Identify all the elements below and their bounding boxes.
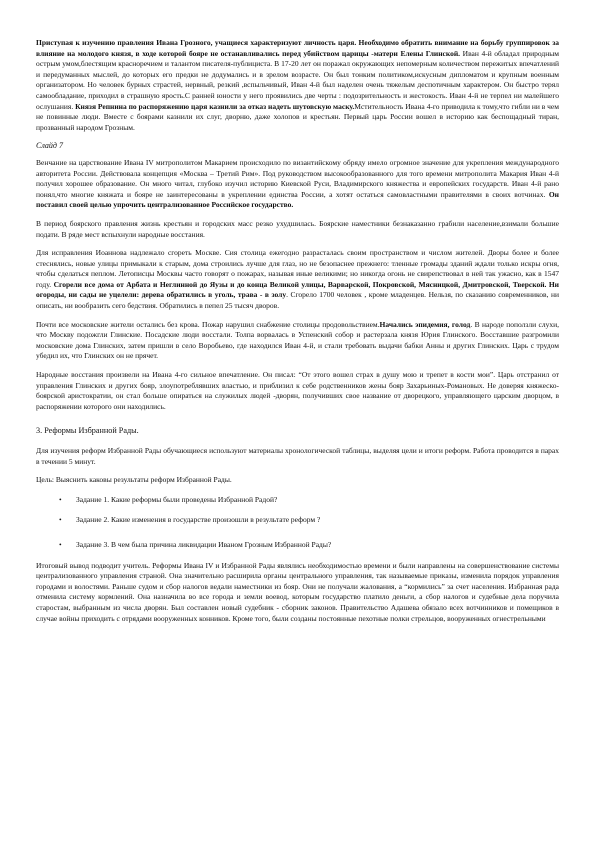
bold-text: Приступая к изучению правления Ивана Грозного, учащиеся характеризуют личность царя. Необходимо обратить внимание на борьбу группировок за влияние на молодого князя, в ходе которой бояре не останавливались перед убийством царицы -матери Елены Глинской. xyxy=(36,38,559,58)
text: . Сгорело 1700 человек , кроме младенцев. Нельзя, по сказанию современников, ни описать, ни вообразить сего бедствия. Обратились в пепел 25 тысяч дворов. xyxy=(36,290,559,311)
paragraph-task-intro: Для изучения реформ Избранной Рады обучающиеся используют материалы хронологической таблицы, выделяя цели и итоги реформ. Работа проводится в парах в течении 5 минут. xyxy=(36,446,559,466)
paragraph-ivan-personality xyxy=(36,38,559,133)
bold-text: Он поставил своей целью упрочить централизованное Российское государство. xyxy=(36,189,559,210)
paragraph-aftermath: Народные восстания произвели на Ивана 4-го сильное впечатление. Он писал: “От этого вошел страх в душу мою и трепет в кости мои”. Царь отстранил от управления Глинских и других бояр, злоупотреблявших властью, и приблизил к себе родственников жены бояр Захарьиных-Романовых. Не доверяя княжеско-боярской аристократии, он стал больше опираться на служилых людей -дворян, получивших свое название от дворецкого, управляющего царским дворцом, в распоряжении которого они находились. xyxy=(36,370,559,411)
paragraph-boyar-rule: В период боярского правления жизнь крестьян и городских масс резко ухудшилась. Боярские наместники безнаказанно грабили население,взимали большие подати. В ряде мест вспыхнули народные восстания. xyxy=(36,218,559,239)
text: Мстительность Ивана 4-го приводила к тому,что гибли ни в чем не повинные люди. Вместе с боярами казнили их слуг, дворню, даже холопов и крестьян. Первый царь России вошел в историю как беспощадный тиран, прозванный народом Грозным. xyxy=(36,101,560,132)
list-item: • Задание 3. В чем была причина ликвидации Иваном Грозным Избранной Рады? xyxy=(76,540,559,551)
list-item: • Задание 2. Какие изменения в государстве произошли в результате реформ ? xyxy=(76,515,559,526)
paragraph-conclusion: Итоговый вывод подводит учитель. Реформы Ивана IV и Избранной Рады являлись необходимостью времени и были направлены на совершенствование системы централизованного управления страной. Она значительно расширила органы центрального управления, так называемые приказы, изменила порядок управления городами и волостями. Раньше судом и сбор налогов ведали наместники из бояр. Они не получали жалования, а “кормились” за счет населения. Избранная рада отменила систему кормлений. Она назначила во все города и земли воевод, которым государство платило деньги, а сбор налогов и судебные дела поручила старостам, выбранным из числа дворян. Был составлен новый судебник - сборник законов. Правительство Адашева обязало всех вотчинников и помещиков в случае войны приходить с отрядами вооруженных конников. Кроме того, были созданы постоянные пехотные полки стрельцов, вооруженных огнестрельными xyxy=(36,560,559,623)
list-item: • Задание 1. Какие реформы были проведены Избранной Радой? xyxy=(76,495,559,506)
section-heading: 3. Реформы Избранной Рады. xyxy=(36,426,139,436)
text: Почти все московские жители остались без крова. Пожар нарушил снабжение столицы продовольствием. xyxy=(36,319,380,329)
bold-text: Князя Репнина по распоряжению царя казнили за отказ надеть шутовскую маску. xyxy=(75,101,355,111)
paragraph-uprising xyxy=(36,320,559,362)
text: Для исправления Иоаннова надлежало сгореть Москве. Сия столица ежегодно разрасталась своим пространством и числом жителей. Дворы более и более стеснялись, новые улицы примыкали к старым, дома строились лучше для глаз, но не безопаснее прежнего: тленные громады зданий ждали только искры огня, чтобы сделаться пеплом. Летописцы Москвы часто говорят о пожарах, называя иные великими; но никогда огонь не свирепствовал в ней так ужасно, как в 1547 году. xyxy=(36,248,559,289)
paragraph-moscow-fire xyxy=(36,248,559,312)
goal-line: Цель: Выяснить каковы результаты реформ Избранной Рады. xyxy=(36,475,232,485)
task-list xyxy=(36,495,559,551)
text: Венчание на царствование Ивана IV митрополитом Макарием происходило по византийскому обряду имело огромное значение для укрепления международного авторитета России. Действовала концепция «Москва – Третий Рим». Под руководством высокообразованного для того времени митрополита Макария Иван 4-й получил хорошее образование. Он много читал, глубоко изучил историю Киевской Руси, Владимирского княжества и европейских государств. Иван 4-й рано понял,что многие княжата и бояре не заинтересованы в укреплении единства России, а хотят остаться самовластными правителями в своих вотчинах. xyxy=(36,157,559,199)
document-page xyxy=(36,38,559,632)
bold-text: Начались эпидемия, голод xyxy=(379,319,471,329)
slide-label: Слайд 7 xyxy=(36,141,63,151)
text: . В народе поползли слухи, что Москву подожгли Глинские. Посадские люди восстали. Толпа ворвалась в Успенский собор и растерзала князя Юрия Глинского. Восставшие разгромили московские дома Глинских, затем пришли в село Воробьево, где находился Иван 4-й, и стали требовать выдачи бабки Анны и других Глинских. Царь с трудом убедил их, что Глинских он не прячет. xyxy=(36,319,560,361)
bold-text: Сгорели все дома от Арбата и Неглинной до Яузы и до конца Великой улицы, Варварской, Покровской, Мясницкой, Дмитровской, Тверской. Ни огороды, ни сады не уцелели: дерева обратились в уголь, трава - в золу xyxy=(36,279,559,300)
paragraph-coronation xyxy=(36,158,559,211)
text: Иван 4-й обладал природным острым умом,блестящим красноречием и талантом писателя-публициста. В 17-20 лет он поражал окружающих непомерным количеством пережитых впечатлений и передуманных мыслей, до которых его предки не додумались и в зрелом возрасте. Он был тонким политиком,искусным дипломатом и крупным военным организатором. Но человек бурных страстей, нервный, резкий ,вспыльчивый, Иван 4-й был наделен очень тяжелым деспотичным характером. Он быстро терял самообладание, приходил в страшную ярость.С ранней юности у него проявились две черты : подозрительность и жестокость. Иван 4-й не терпел ни малейшего ослушания. xyxy=(36,48,559,111)
